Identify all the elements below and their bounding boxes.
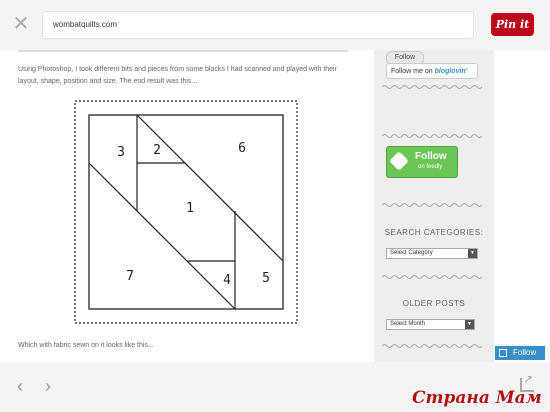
bloglovin-prefix: Follow me on [391,68,433,75]
follow-label: Follow [513,348,537,357]
chevron-down-icon: ▼ [465,320,474,329]
month-select[interactable] [386,319,475,330]
forward-arrow-icon[interactable]: › [45,376,51,396]
piece-number: 7 [126,269,134,284]
category-select-value: Select Category [390,250,433,256]
month-select-value: Select Month [390,321,426,327]
piece-number: 2 [153,143,161,158]
squiggle-divider [382,274,482,280]
bloglovin-brand: bloglovin' [434,68,468,75]
search-categories-heading: SEARCH CATEGORIES: [384,228,484,237]
quilt-block-diagram [74,100,298,324]
feedly-follow-button[interactable] [386,146,458,178]
blog-post [0,50,374,362]
sidebar-margin [494,50,550,362]
edit-icon [499,349,507,357]
follow-button[interactable]: Follow [386,51,424,65]
piece-number: 4 [223,273,231,288]
feedly-label: Follow [415,151,447,162]
chevron-down-icon: ▼ [468,249,477,258]
watermark-logo: Страна Мам [412,388,542,408]
squiggle-divider [382,343,482,349]
bloglovin-button[interactable] [386,63,478,79]
feedly-sub-label: on feedly [418,164,443,170]
post-paragraph: Which with fabric sewn on it looks like this... [18,342,154,349]
squiggle-divider [382,133,482,139]
squiggle-divider [382,202,482,208]
follow-blog-button[interactable] [495,346,545,360]
url-field[interactable]: wombatquilts.com [42,11,474,39]
pin-toolbar [0,0,550,50]
piece-number: 6 [238,141,246,156]
post-paragraph: Using Photoshop, I took different bits and pieces from some blocks I had scanned and played with their layout, shape, position and size. The end result was this... [18,66,337,85]
piece-number: 1 [186,201,194,216]
close-icon[interactable]: ✕ [12,13,30,35]
piece-number: 3 [117,145,125,160]
category-select[interactable] [386,248,478,259]
pin-it-button[interactable]: Pin it [491,13,534,36]
older-posts-heading: OLDER POSTS [402,299,466,308]
back-arrow-icon[interactable]: ‹ [17,376,23,396]
divider [18,50,348,52]
squiggle-divider [382,84,482,90]
piece-number: 5 [262,271,270,286]
feedly-logo-icon [389,151,409,171]
